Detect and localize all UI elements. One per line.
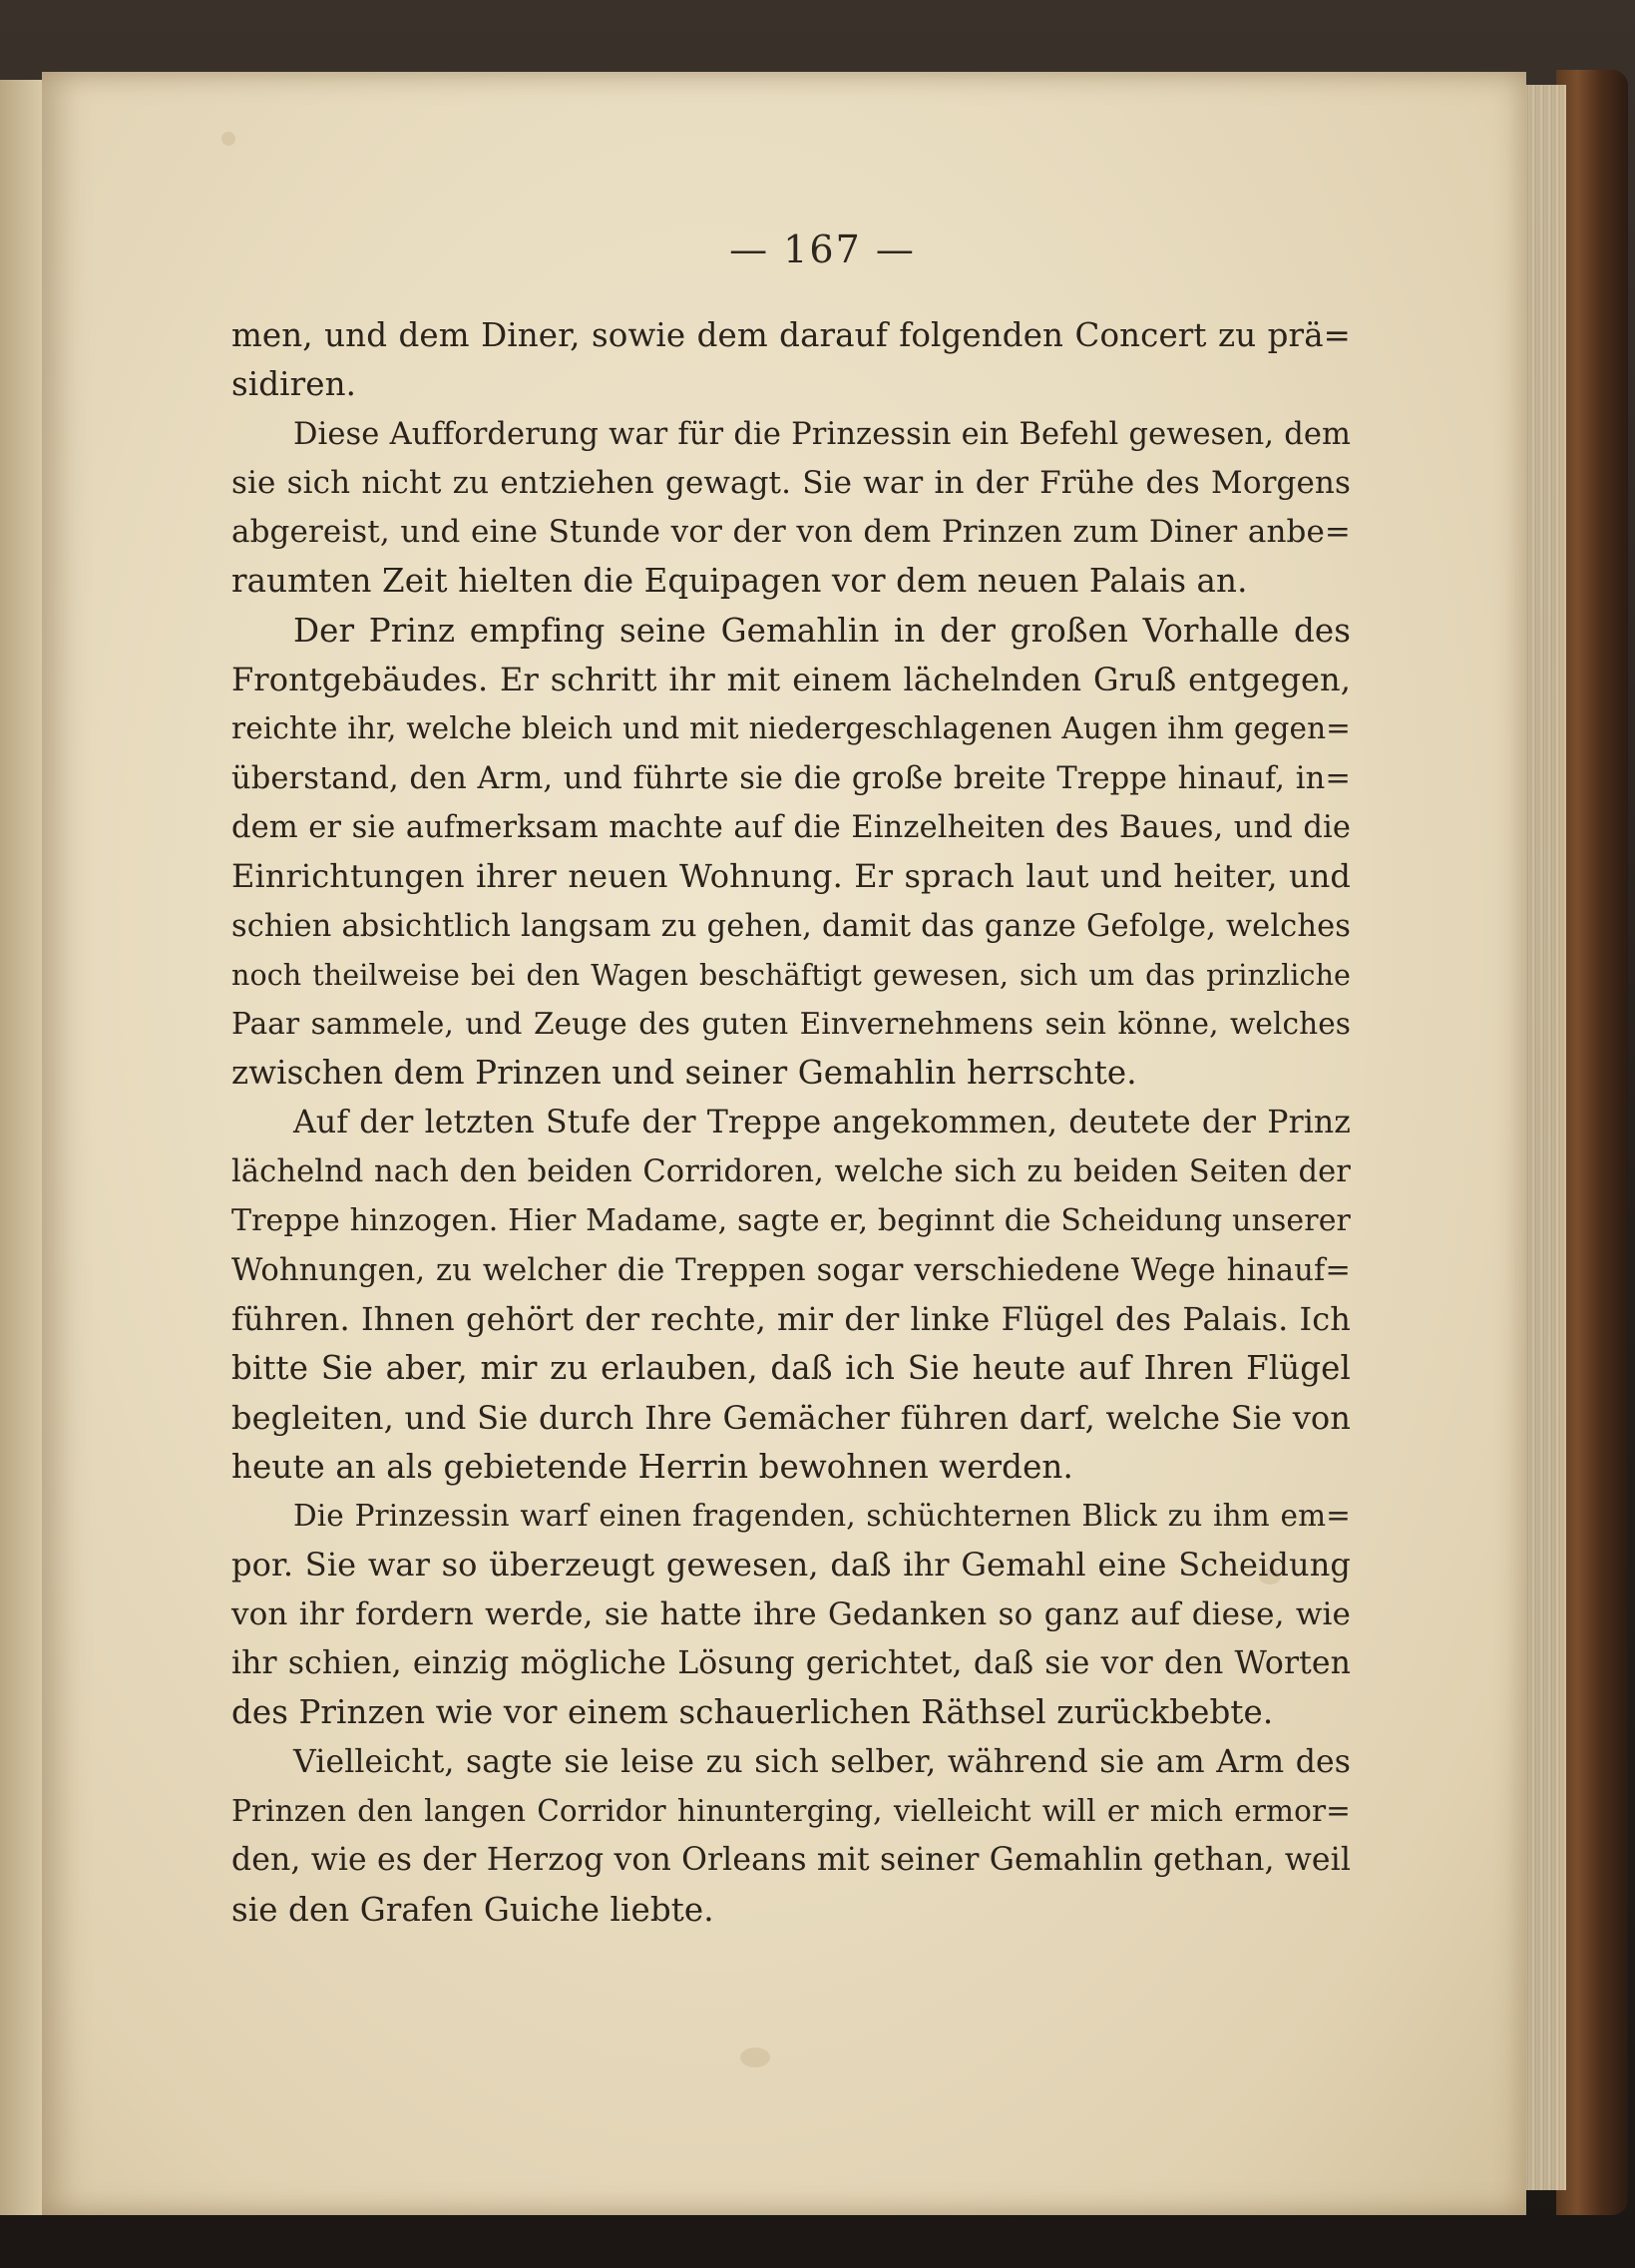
text-line: begleiten, und Sie durch Ihre Gemächer führen darf, welche Sie von — [231, 1398, 1351, 1437]
text-line: Einrichtungen ihrer neuen Wohnung. Er sprach laut und heiter, und — [231, 857, 1351, 896]
text-line: por. Sie war so überzeugt gewesen, daß ihr Gemahl eine Scheidung — [231, 1546, 1351, 1585]
text-line: reichte ihr, welche bleich und mit niedergeschlagenen Augen ihm gegen= — [231, 711, 1351, 746]
body-text — [231, 311, 1351, 1935]
text-line: lächelnd nach den beiden Corridoren, welche sich zu beiden Seiten der — [231, 1154, 1351, 1190]
text-line: noch theilweise bei den Wagen beschäftigt gewesen, sich um das prinzliche — [231, 958, 1351, 992]
text-line: sidiren. — [231, 365, 357, 404]
text-line: führen. Ihnen gehört der rechte, mir der linke Flügel des Palais. Ich — [231, 1299, 1351, 1338]
text-line: Paar sammele, und Zeuge des guten Einvernehmens sein könne, welches — [231, 1007, 1351, 1042]
text-line: den, wie es der Herzog von Orleans mit seiner Gemahlin gethan, weil — [231, 1842, 1351, 1879]
book-binding — [1556, 70, 1628, 2215]
text-line: überstand, den Arm, und führte sie die große breite Treppe hinauf, in= — [231, 760, 1351, 796]
text-line: heute an als gebietende Herrin bewohnen werden. — [231, 1447, 1073, 1486]
text-line: Treppe hinzogen. Hier Madame, sagte er, beginnt die Scheidung unserer — [231, 1203, 1351, 1239]
text-line: Vielleicht, sagte sie leise zu sich selber, während sie am Arm des — [293, 1743, 1351, 1780]
text-line: dem er sie aufmerksam machte auf die Einzelheiten des Baues, und die — [231, 809, 1351, 845]
text-line: sie den Grafen Guiche liebte. — [231, 1890, 714, 1929]
foxing-spot — [740, 2047, 770, 2067]
text-line: Der Prinz empfing seine Gemahlin in der großen Vorhalle des — [293, 611, 1351, 650]
text-line: abgereist, und eine Stunde vor der von dem Prinzen zum Diner anbe= — [231, 514, 1351, 551]
foxing-spot — [221, 132, 235, 146]
text-line: Auf der letzten Stufe der Treppe angekommen, deutete der Prinz — [293, 1104, 1351, 1140]
text-line: bitte Sie aber, mir zu erlauben, daß ich Sie heute auf Ihren Flügel — [231, 1349, 1351, 1388]
text-line: sie sich nicht zu entziehen gewagt. Sie war in der Frühe des Morgens — [231, 464, 1351, 501]
text-line: von ihr fordern werde, sie hatte ihre Gedanken so ganz auf diese, wie — [231, 1595, 1351, 1632]
text-line: Frontgebäudes. Er schritt ihr mit einem lächelnden Gruß entgegen, — [231, 661, 1351, 699]
text-line: Wohnungen, zu welcher die Treppen sogar verschiedene Wege hinauf= — [231, 1252, 1351, 1288]
page-number: — 167 — — [729, 227, 916, 271]
text-line: men, und dem Diner, sowie dem darauf folgenden Concert zu prä= — [231, 316, 1351, 354]
text-line: ihr schien, einzig mögliche Lösung gerichtet, daß sie vor den Worten — [231, 1645, 1351, 1682]
text-line: des Prinzen wie vor einem schauerlichen Räthsel zurückbebte. — [231, 1693, 1274, 1732]
text-line: Diese Aufforderung war für die Prinzessin ein Befehl gewesen, dem — [293, 416, 1351, 452]
text-line: Prinzen den langen Corridor hinunterging, vielleicht will er mich ermor= — [231, 1793, 1351, 1828]
text-line: Die Prinzessin warf einen fragenden, schüchternen Blick zu ihm em= — [293, 1499, 1351, 1534]
text-line: zwischen dem Prinzen und seiner Gemahlin herrschte. — [231, 1054, 1137, 1093]
text-line: schien absichtlich langsam zu gehen, damit das ganze Gefolge, welches — [231, 908, 1351, 944]
text-line: raumten Zeit hielten die Equipagen vor dem neuen Palais an. — [231, 562, 1248, 601]
